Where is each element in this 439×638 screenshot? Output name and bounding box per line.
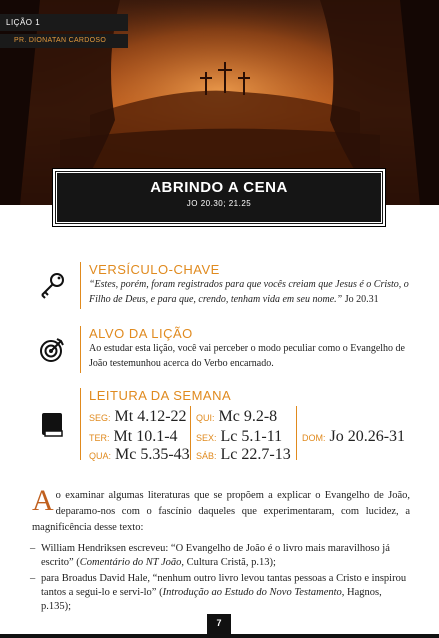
list-dash: – — [30, 543, 36, 554]
scene-title-box — [52, 168, 386, 227]
reading-day-mon — [89, 408, 187, 426]
footer-bar — [0, 634, 439, 638]
target-icon — [39, 337, 65, 368]
page-number: 7 — [207, 614, 231, 634]
weekly-reading-divider — [80, 388, 81, 460]
reading-day-label: DOM: — [302, 433, 326, 443]
reading-day-tue — [89, 428, 178, 446]
reading-day-label: SEG: — [89, 413, 111, 423]
key-icon — [38, 271, 66, 304]
quote-text-end: , Cultura Cristã, p.13); — [181, 557, 276, 568]
scene-title: ABRINDO A CENA — [150, 179, 288, 196]
reading-day-ref: Mt 4.12-22 — [114, 408, 187, 425]
book-icon — [40, 412, 64, 443]
reading-day-ref: Lc 5.1-11 — [220, 428, 283, 445]
reading-day-sat — [196, 446, 291, 464]
reading-day-label: QUI: — [196, 413, 215, 423]
intro-text: o examinar algumas literaturas que se propõem a explicar o Evangelho de João, deparamo-nos com o fascínio daqueles que experimentaram, com lucidez, a magnificência desse texto: — [32, 490, 410, 533]
reading-day-label: SÁB: — [196, 451, 217, 461]
quote-text-end: , Hagnos, p.135); — [41, 587, 382, 612]
scene-reference: JO 20.30; 21.25 — [186, 199, 252, 208]
quote-source: Comentário do NT João — [79, 557, 182, 568]
weekly-reading-title: LEITURA DA SEMANA — [89, 388, 232, 403]
list-dash: – — [30, 573, 36, 584]
quote-source: Introdução ao Estudo do Novo Testamento — [162, 587, 342, 598]
lesson-goal-text: Ao estudar esta lição, você vai perceber o modo peculiar como o Evangelho de João testemunhou acerca do Verbo encarnado. — [89, 343, 405, 369]
quotes-list — [30, 542, 414, 616]
key-verse-quote: “Estes, porém, foram registrados para que vocês creiam que Jesus é o Cristo, o Filho de Deus, e para que, crendo, tenham vida em seu nome.” — [89, 279, 409, 305]
quote-text: para Broadus David Hale, “nenhum outro livro levou tantas pessoas a Cristo e inspirou tantos a segui-lo e servi-lo” ( — [41, 573, 407, 598]
reading-day-sun — [302, 428, 405, 446]
key-verse-title: VERSÍCULO-CHAVE — [89, 262, 220, 277]
lesson-goal-divider — [80, 326, 81, 373]
reading-day-thu — [196, 408, 277, 426]
key-verse-reference: Jo 20.31 — [342, 294, 379, 305]
intro-dropcap: A — [32, 484, 54, 517]
reading-day-ref: Mc 9.2-8 — [218, 408, 278, 425]
reading-day-fri — [196, 428, 282, 446]
lesson-label: LIÇÃO 1 — [0, 14, 128, 31]
reading-day-label: SEX: — [196, 433, 217, 443]
reading-day-ref: Mt 10.1-4 — [113, 428, 178, 445]
reading-day-ref: Jo 20.26-31 — [329, 428, 406, 445]
reading-day-wed — [89, 446, 190, 464]
list-item — [30, 572, 414, 614]
reading-column-divider-1 — [190, 406, 191, 460]
quote-text: William Hendriksen escreveu: “O Evangelho de João é o livro mais maravilhoso já escrito” ( — [41, 543, 390, 568]
key-verse-text — [89, 277, 414, 307]
reading-day-label: QUA: — [89, 451, 112, 461]
list-item — [30, 542, 414, 570]
key-verse-divider — [80, 262, 81, 309]
reading-day-label: TER: — [89, 433, 110, 443]
reading-day-ref: Mc 5.35-43 — [115, 446, 190, 463]
lesson-goal-title: ALVO DA LIÇÃO — [89, 326, 193, 341]
author-label: PR. DIONATAN CARDOSO — [0, 34, 128, 48]
intro-paragraph — [32, 484, 410, 536]
reading-column-divider-2 — [296, 406, 297, 460]
reading-day-ref: Lc 22.7-13 — [220, 446, 291, 463]
